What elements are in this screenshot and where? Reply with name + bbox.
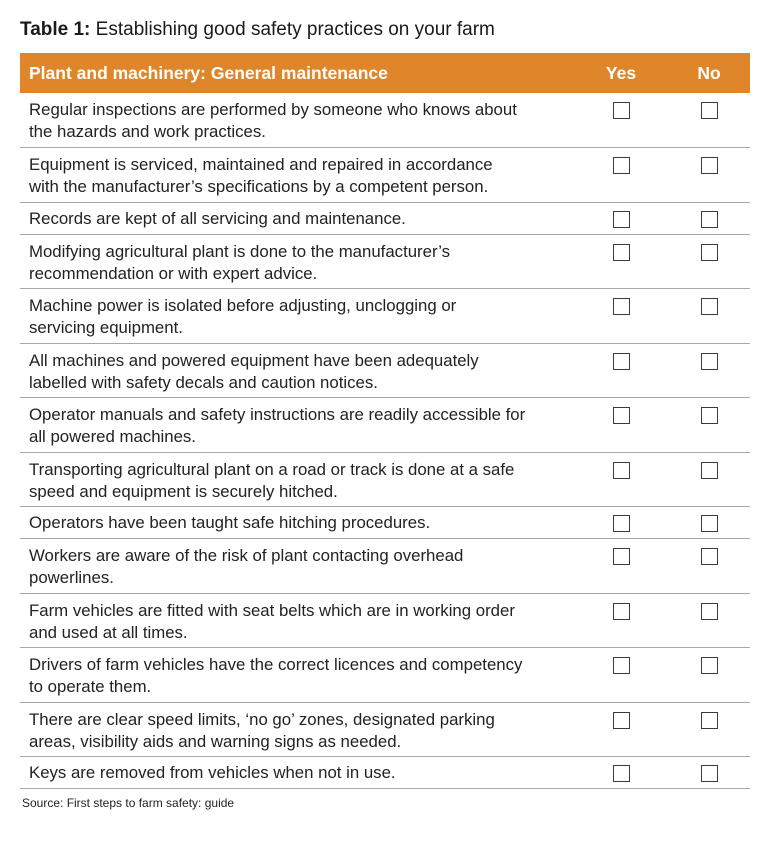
no-checkbox[interactable] — [701, 603, 718, 620]
no-checkbox[interactable] — [701, 548, 718, 565]
table-row — [20, 148, 750, 203]
header-no: No — [697, 62, 721, 83]
row-item-text — [20, 148, 574, 203]
no-checkbox[interactable] — [701, 244, 718, 261]
row-text-line: labelled with safety decals and caution notices. — [29, 372, 378, 392]
yes-checkbox[interactable] — [613, 298, 630, 315]
yes-checkbox[interactable] — [613, 712, 630, 729]
row-text-line: servicing equipment. — [29, 318, 183, 337]
row-item-text — [20, 289, 574, 344]
row-text-line: to operate them. — [29, 677, 152, 696]
row-text-line: Modifying agricultural plant is done to the manufacturer’s — [29, 241, 451, 261]
row-text-line: with the manufacturer’s specifications by a competent person. — [29, 177, 489, 196]
table-row — [20, 202, 750, 234]
no-checkbox[interactable] — [701, 657, 718, 674]
no-checkbox[interactable] — [701, 102, 718, 119]
table-title — [20, 18, 495, 42]
row-item-text — [20, 648, 574, 703]
no-checkbox[interactable] — [701, 211, 718, 228]
row-text-line: Regular inspections are performed by someone who knows about — [29, 100, 517, 119]
table-row — [20, 648, 750, 703]
row-item-text — [20, 593, 574, 648]
no-checkbox[interactable] — [701, 515, 718, 532]
source-note: Source: First steps to farm safety: guide — [22, 796, 235, 810]
no-checkbox[interactable] — [701, 353, 718, 370]
row-text-line: recommendation or with expert advice. — [29, 263, 318, 283]
row-text-line: all powered machines. — [29, 427, 196, 446]
yes-checkbox[interactable] — [613, 353, 630, 370]
row-item-text — [20, 539, 574, 594]
row-text-line: Operator manuals and safety instructions are readily accessible for — [29, 405, 526, 424]
yes-checkbox[interactable] — [613, 515, 630, 532]
yes-checkbox[interactable] — [613, 407, 630, 424]
table-row — [20, 593, 750, 648]
no-checkbox[interactable] — [701, 407, 718, 424]
row-text-line: Operators have been taught safe hitching procedures. — [29, 513, 431, 532]
yes-checkbox[interactable] — [613, 157, 630, 174]
table-number-label: Table 1: — [20, 19, 91, 40]
row-text-line: and used at all times. — [29, 622, 188, 642]
row-text-line: Drivers of farm vehicles have the correct licences and competency — [29, 655, 523, 674]
no-checkbox[interactable] — [701, 765, 718, 782]
yes-checkbox[interactable] — [613, 211, 630, 228]
row-text-line: the hazards and work practices. — [29, 122, 266, 141]
yes-checkbox[interactable] — [613, 765, 630, 782]
table-row — [20, 757, 750, 789]
row-text-line: All machines and powered equipment have been adequately — [29, 350, 479, 370]
row-text-line: areas, visibility aids and warning signs as needed. — [29, 731, 402, 751]
no-checkbox[interactable] — [701, 712, 718, 729]
table-row — [20, 507, 750, 539]
yes-checkbox[interactable] — [613, 548, 630, 565]
table-row — [20, 343, 750, 398]
row-text-line: Workers are aware of the risk of plant contacting overhead — [29, 546, 464, 565]
row-text-line: Equipment is serviced, maintained and repaired in accordance — [29, 155, 493, 174]
table-row — [20, 398, 750, 453]
row-item-text — [20, 93, 574, 148]
row-text-line: Farm vehicles are fitted with seat belts which are in working order — [29, 600, 515, 620]
table-header-row — [20, 53, 750, 93]
yes-checkbox[interactable] — [613, 462, 630, 479]
table-row — [20, 289, 750, 344]
table-row — [20, 539, 750, 594]
row-item-text — [20, 398, 574, 453]
header-item: Plant and machinery: General maintenance — [29, 62, 388, 83]
row-item-text — [20, 702, 574, 757]
row-text-line: Records are kept of all servicing and maintenance. — [29, 208, 406, 228]
no-checkbox[interactable] — [701, 298, 718, 315]
yes-checkbox[interactable] — [613, 102, 630, 119]
table-title-text: Establishing good safety practices on your farm — [95, 19, 495, 40]
table-row — [20, 234, 750, 289]
yes-checkbox[interactable] — [613, 244, 630, 261]
row-text-line: There are clear speed limits, ‘no go’ zones, designated parking — [29, 709, 495, 729]
row-item-text — [20, 452, 574, 507]
row-text-line: Machine power is isolated before adjusting, unclogging or — [29, 296, 457, 315]
row-text-line: speed and equipment is securely hitched. — [29, 481, 338, 501]
table-row — [20, 702, 750, 757]
no-checkbox[interactable] — [701, 462, 718, 479]
row-text-line: powerlines. — [29, 568, 114, 587]
yes-checkbox[interactable] — [613, 603, 630, 620]
row-text-line: Keys are removed from vehicles when not in use. — [29, 763, 396, 782]
safety-checklist-table — [20, 53, 750, 789]
row-item-text — [20, 343, 574, 398]
table-row — [20, 93, 750, 148]
row-item-text — [20, 202, 574, 234]
row-text-line: Transporting agricultural plant on a road or track is done at a safe — [29, 459, 515, 479]
yes-checkbox[interactable] — [613, 657, 630, 674]
no-checkbox[interactable] — [701, 157, 718, 174]
row-item-text — [20, 507, 574, 539]
row-item-text — [20, 234, 574, 289]
row-item-text — [20, 757, 574, 789]
table-row — [20, 452, 750, 507]
header-yes: Yes — [605, 62, 637, 83]
